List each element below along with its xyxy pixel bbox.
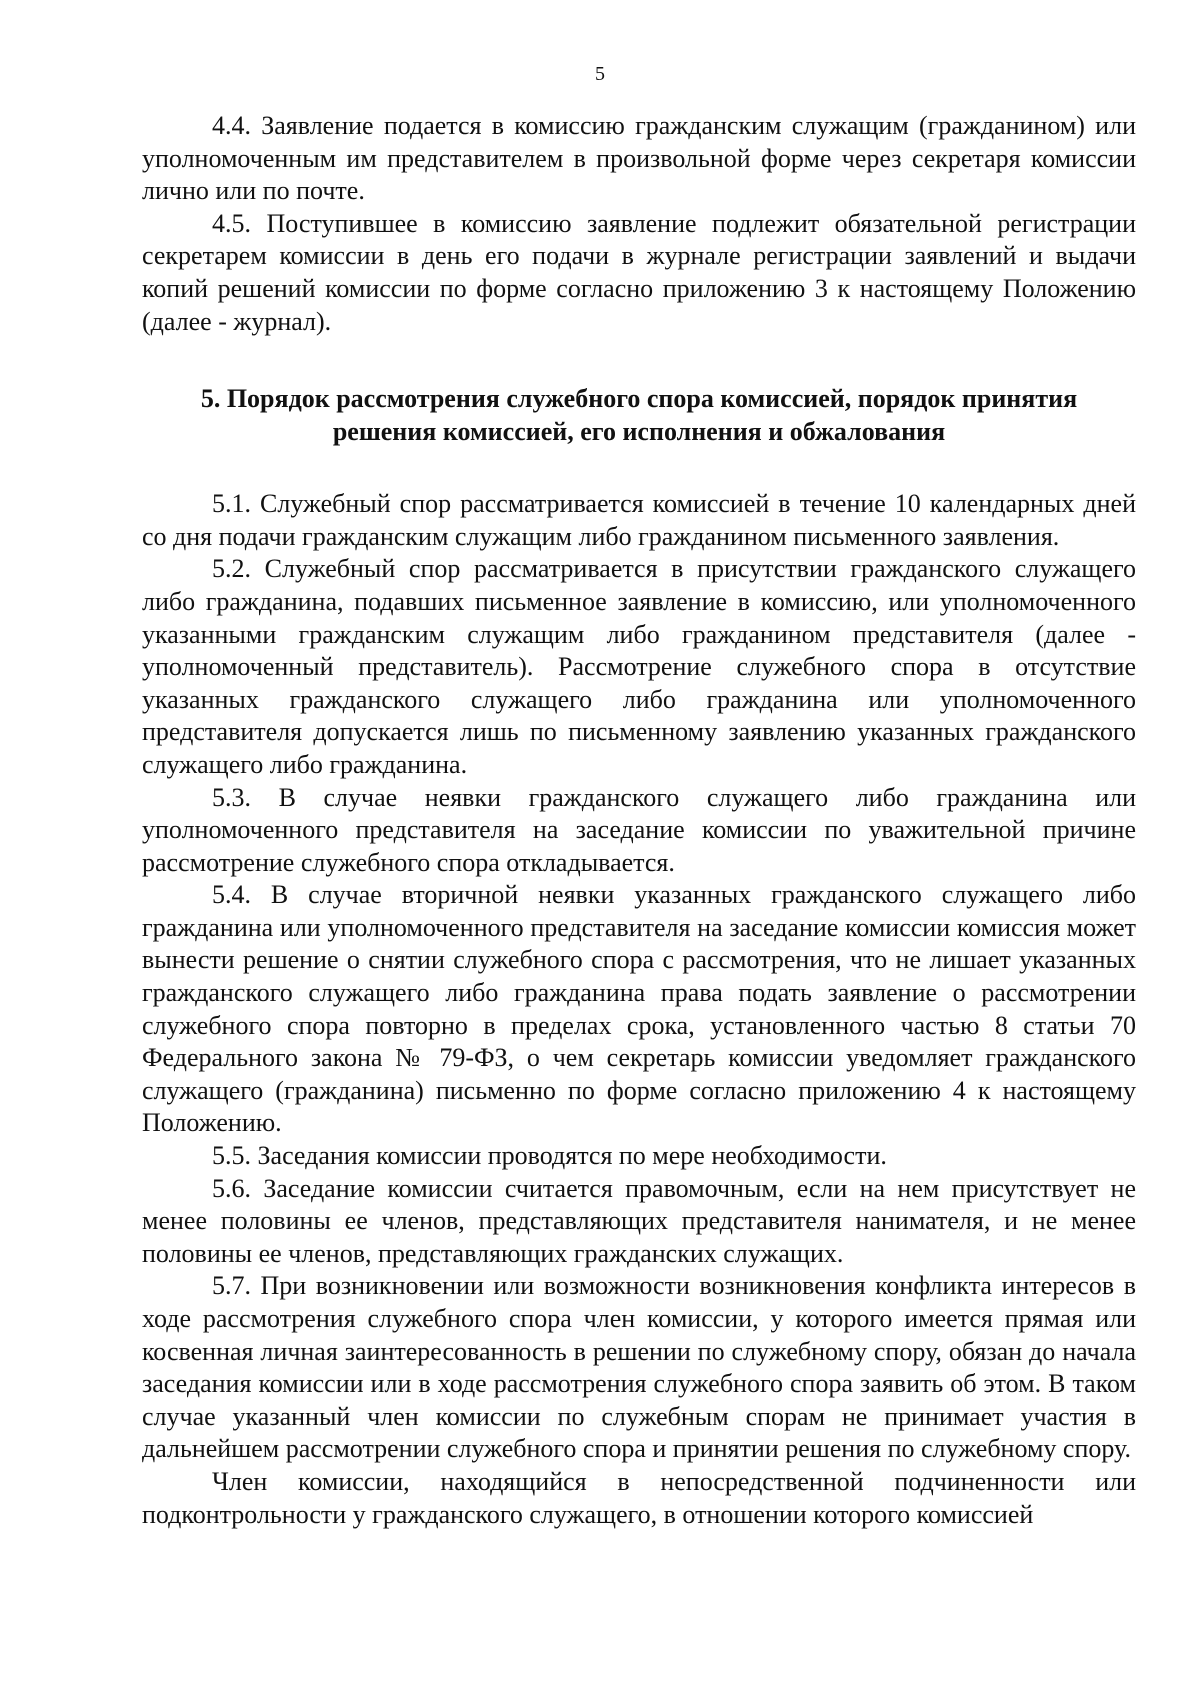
document-body: [142, 110, 1136, 1531]
paragraph-5-5: 5.5. Заседания комиссии проводятся по мере необходимости.: [212, 1141, 887, 1171]
paragraph-4-4: 4.4. Заявление подается в комиссию гражданским служащим (гражданином) или уполномоченным им представителем в произвольной форме через секретаря комиссии лично или по почте.: [142, 111, 1136, 206]
paragraph-5-4: 5.4. В случае вторичной неявки указанных гражданского служащего либо гражданина или уполномоченного представителя на заседание комиссии комиссия может вынести решение о снятии служебного спора с рассмотрения, что не лишает указанных гражданского служащего либо гражданина права подать заявление о рассмотрении служебного спора повторно в пределах срока, установленного частью 8 статьи 70 Федерального закона № 79-ФЗ, о чем секретарь комиссии уведомляет гражданского служащего (гражданина) письменно по форме согласно приложению 4 к настоящему Положению.: [142, 880, 1136, 1138]
page-number: 5: [595, 63, 605, 85]
paragraph-5-7-continued: Член комиссии, находящийся в непосредственной подчиненности или подконтрольности у гражданского служащего, в отношении которого комиссией: [142, 1466, 1136, 1529]
paragraph-5-6: 5.6. Заседание комиссии считается правомочным, если на нем присутствует не менее половины ее членов, представляющих представителя нанимателя, и не менее половины ее членов, представляющих гражданских служащих.: [142, 1173, 1136, 1268]
paragraph-5-2: 5.2. Служебный спор рассматривается в присутствии гражданского служащего либо гражданина, подавших письменное заявление в комиссию, или уполномоченного указанными гражданским служащим либо гражданином представителя (далее - уполномоченный представитель). Рассмотрение служебного спора в отсутствие указанных гражданского служащего либо гражданина или уполномоченного представителя допускается лишь по письменному заявлению указанных гражданского служащего либо гражданина.: [142, 554, 1136, 779]
paragraph-5-1: 5.1. Служебный спор рассматривается комиссией в течение 10 календарных дней со дня подачи гражданским служащим либо гражданином письменного заявления.: [142, 489, 1136, 551]
paragraph-5-7: 5.7. При возникновении или возможности возникновения конфликта интересов в ходе рассмотрения служебного спора член комиссии, у которого имеется прямая или косвенная личная заинтересованность в решении по служебному спору, обязан до начала заседания комиссии или в ходе рассмотрения служебного спора заявить об этом. В таком случае указанный член комиссии по служебным спорам не принимает участия в дальнейшем рассмотрении служебного спора и принятии решения по служебному спору.: [142, 1271, 1136, 1464]
paragraph-4-5: 4.5. Поступившее в комиссию заявление подлежит обязательной регистрации секретарем комиссии в день его подачи в журнале регистрации заявлений и выдачи копий решений комиссии по форме согласно приложению 3 к настоящему Положению (далее - журнал).: [142, 208, 1136, 336]
section-heading: 5. Порядок рассмотрения служебного спора комиссией, порядок принятия решения комиссией, его исполнения и обжалования: [200, 384, 1078, 447]
paragraph-5-3: 5.3. В случае неявки гражданского служащего либо гражданина или уполномоченного представителя на заседание комиссии по уважительной причине рассмотрение служебного спора откладывается.: [142, 782, 1136, 877]
